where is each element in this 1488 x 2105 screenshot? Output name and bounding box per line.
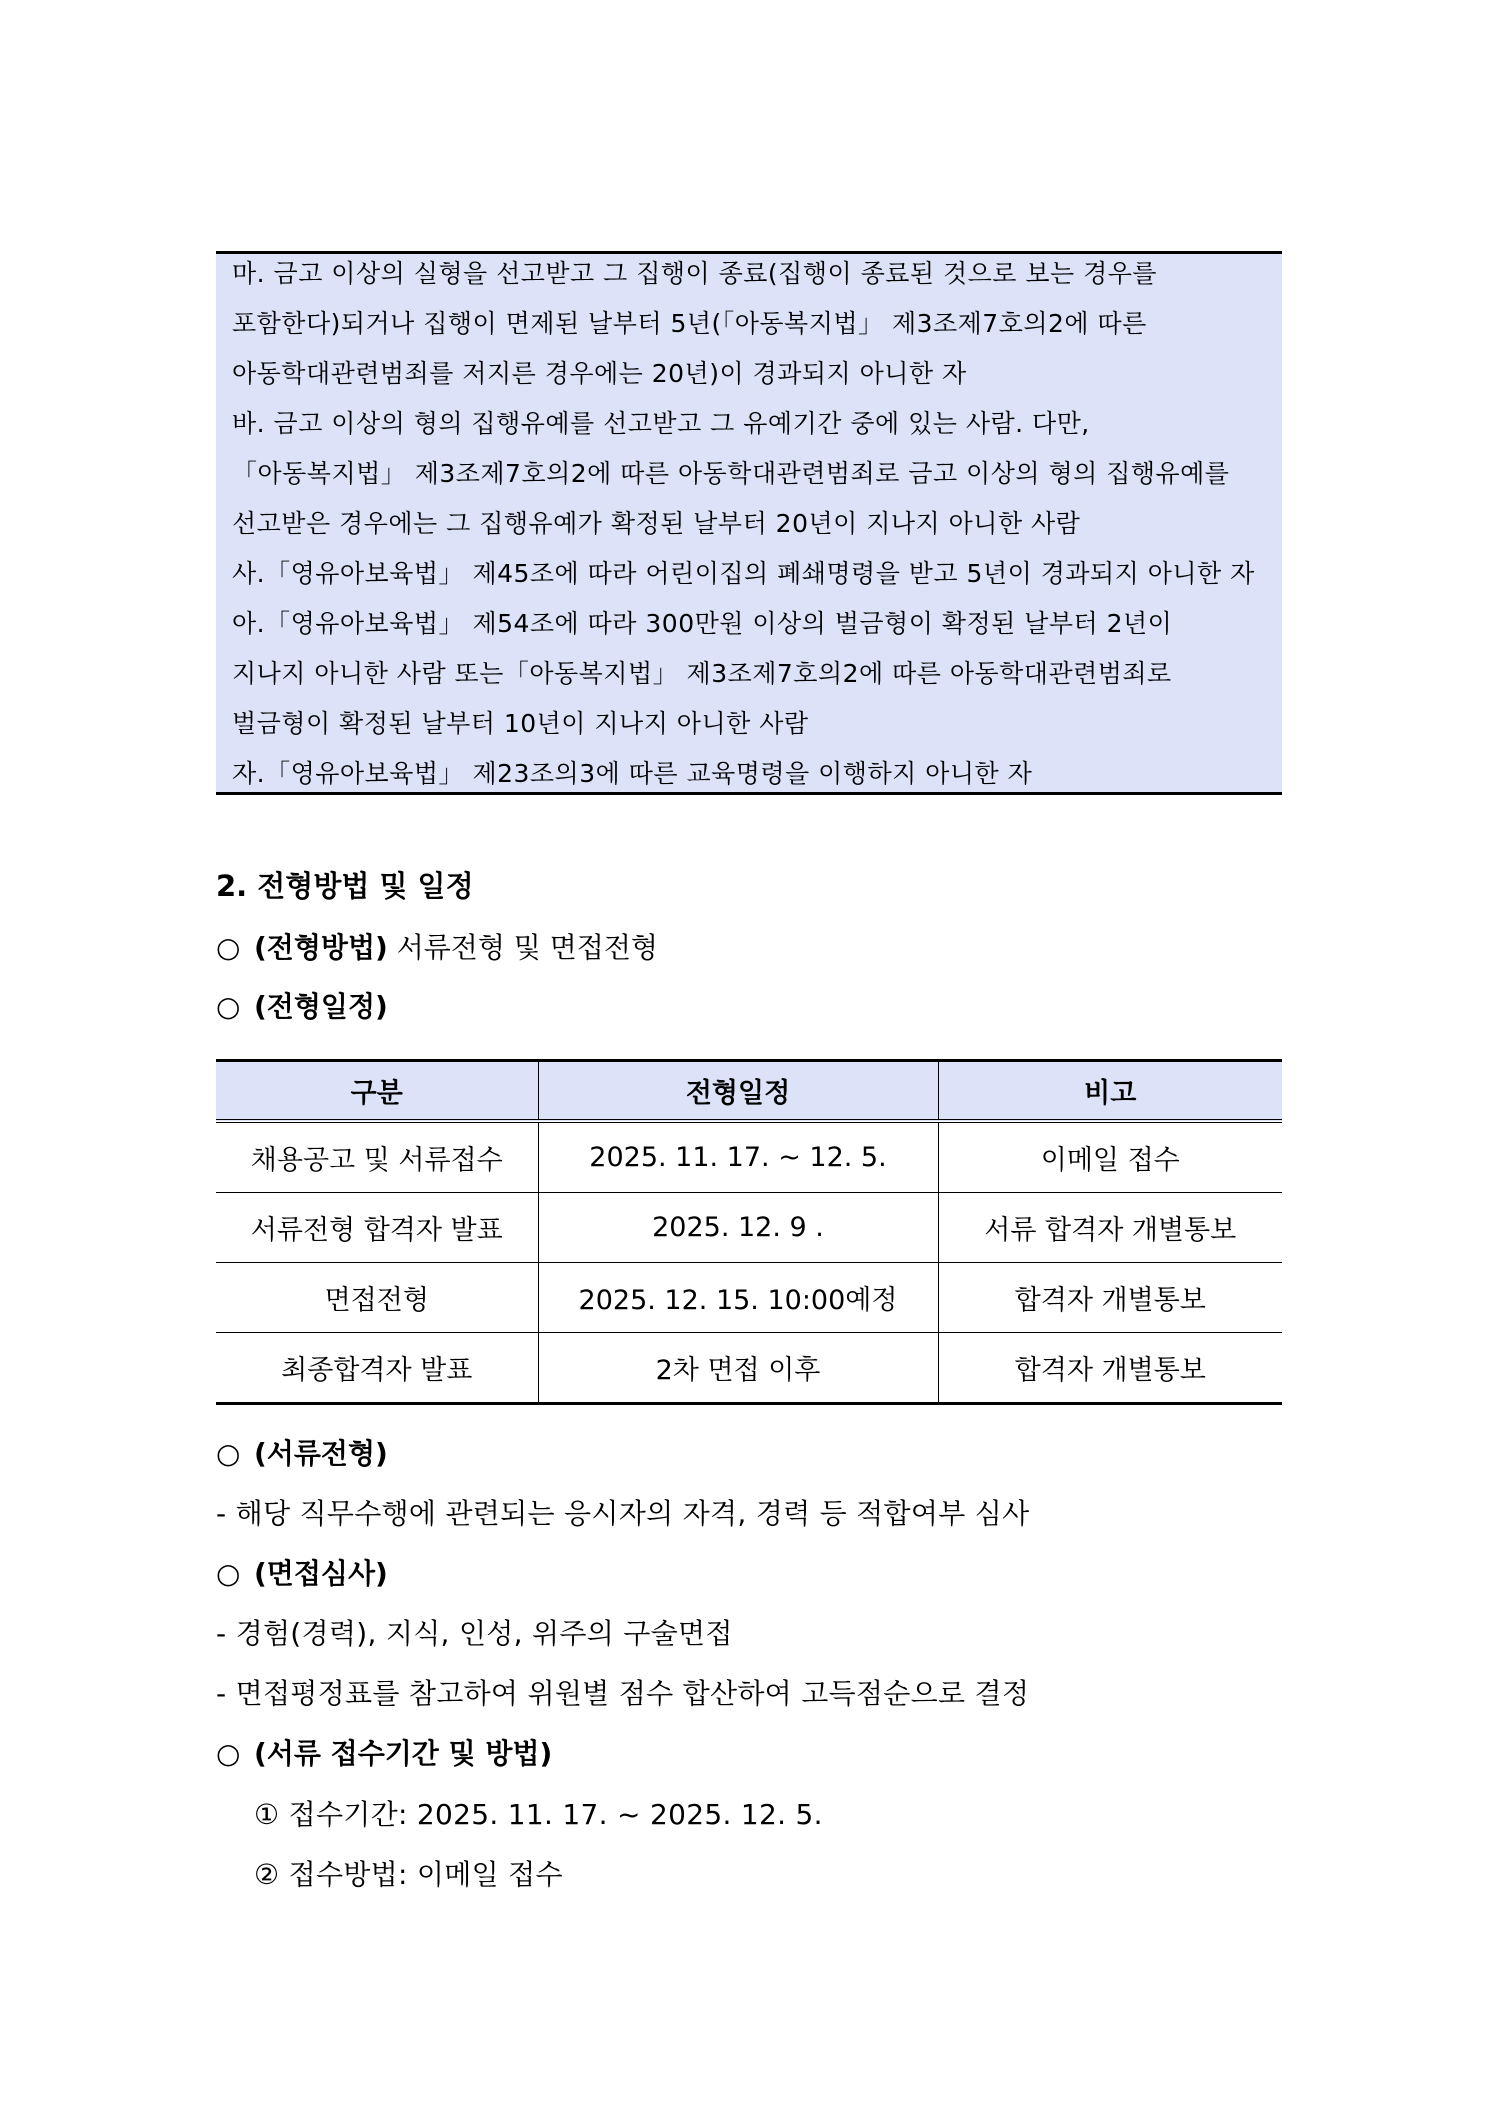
box-line: 선고받은 경우에는 그 집행유예가 확정된 날부터 20년이 지나지 아니한 사람 [232, 509, 1081, 538]
table-cell: 면접전형 [216, 1263, 538, 1333]
method-label: (전형방법) [254, 931, 388, 964]
disqualification-box [216, 251, 1282, 795]
schedule-table [216, 1059, 1282, 1405]
box-line: 사.「영유아보육법」 제45조에 따라 어린이집의 폐쇄명령을 받고 5년이 경과되지 아니한 자 [232, 559, 1255, 588]
column-header: 구분 [216, 1061, 538, 1122]
column-header: 전형일정 [538, 1061, 938, 1122]
table-cell: 2025. 12. 9 . [538, 1193, 938, 1263]
schedule-label: (전형일정) [254, 990, 388, 1023]
interview-item: - 경험(경력), 지식, 인성, 위주의 구술면접 [216, 1617, 733, 1650]
column-header: 비고 [938, 1061, 1282, 1122]
table-row [216, 1263, 1282, 1333]
submission-period: ① 접수기간: 2025. 11. 17. ~ 2025. 12. 5. [254, 1798, 823, 1831]
box-line: 바. 금고 이상의 형의 집행유예를 선고받고 그 유예기간 중에 있는 사람. 다만, [232, 409, 1090, 438]
section-heading: 2. 전형방법 및 일정 [216, 869, 474, 903]
circle-bullet-icon: ○ [216, 1557, 241, 1590]
schedule-line [216, 990, 388, 1024]
table-cell: 채용공고 및 서류접수 [216, 1121, 538, 1193]
document-screening-item: - 해당 직무수행에 관련되는 응시자의 자격, 경력 등 적합여부 심사 [216, 1497, 1030, 1530]
document-screening-line [216, 1437, 388, 1471]
table-cell: 2차 면접 이후 [538, 1333, 938, 1404]
table-cell: 이메일 접수 [938, 1121, 1282, 1193]
table-cell: 합격자 개별통보 [938, 1263, 1282, 1333]
table-row [216, 1193, 1282, 1263]
table-cell: 2025. 11. 17. ~ 12. 5. [538, 1121, 938, 1193]
table-header-row [216, 1061, 1282, 1122]
box-line: 포함한다)되거나 집행이 면제된 날부터 5년(「아동복지법」 제3조제7호의2에 따른 [232, 309, 1147, 338]
circle-bullet-icon: ○ [216, 1437, 241, 1470]
interview-item: - 면접평정표를 참고하여 위원별 점수 합산하여 고득점순으로 결정 [216, 1677, 1030, 1710]
interview-line [216, 1557, 388, 1591]
box-line: 아.「영유아보육법」 제54조에 따라 300만원 이상의 벌금형이 확정된 날부터 2년이 [232, 609, 1173, 638]
circle-bullet-icon: ○ [216, 931, 241, 964]
table-cell: 서류 합격자 개별통보 [938, 1193, 1282, 1263]
box-line: 마. 금고 이상의 실형을 선고받고 그 집행이 종료(집행이 종료된 것으로 보는 경우를 [232, 259, 1158, 288]
box-line: 「아동복지법」 제3조제7호의2에 따른 아동학대관련범죄로 금고 이상의 형의 집행유예를 [232, 459, 1230, 488]
box-line: 아동학대관련범죄를 저지른 경우에는 20년)이 경과되지 아니한 자 [232, 359, 967, 388]
box-line: 지나지 아니한 사람 또는「아동복지법」 제3조제7호의2에 따른 아동학대관련범죄로 [232, 659, 1172, 688]
table-row [216, 1333, 1282, 1404]
submission-method: ② 접수방법: 이메일 접수 [254, 1858, 563, 1891]
table-row [216, 1121, 1282, 1193]
interview-label: (면접심사) [254, 1557, 388, 1590]
method-line [216, 931, 658, 965]
submission-label: (서류 접수기간 및 방법) [254, 1737, 553, 1770]
circle-bullet-icon: ○ [216, 990, 241, 1023]
submission-line [216, 1737, 552, 1771]
box-line: 벌금형이 확정된 날부터 10년이 지나지 아니한 사람 [232, 709, 809, 738]
table-cell: 최종합격자 발표 [216, 1333, 538, 1404]
table-cell: 2025. 12. 15. 10:00예정 [538, 1263, 938, 1333]
box-line: 자.「영유아보육법」 제23조의3에 따른 교육명령을 이행하지 아니한 자 [232, 759, 1033, 788]
circle-bullet-icon: ○ [216, 1737, 241, 1770]
table-cell: 서류전형 합격자 발표 [216, 1193, 538, 1263]
method-text: 서류전형 및 면접전형 [387, 931, 658, 964]
table-cell: 합격자 개별통보 [938, 1333, 1282, 1404]
document-screening-label: (서류전형) [254, 1437, 388, 1470]
